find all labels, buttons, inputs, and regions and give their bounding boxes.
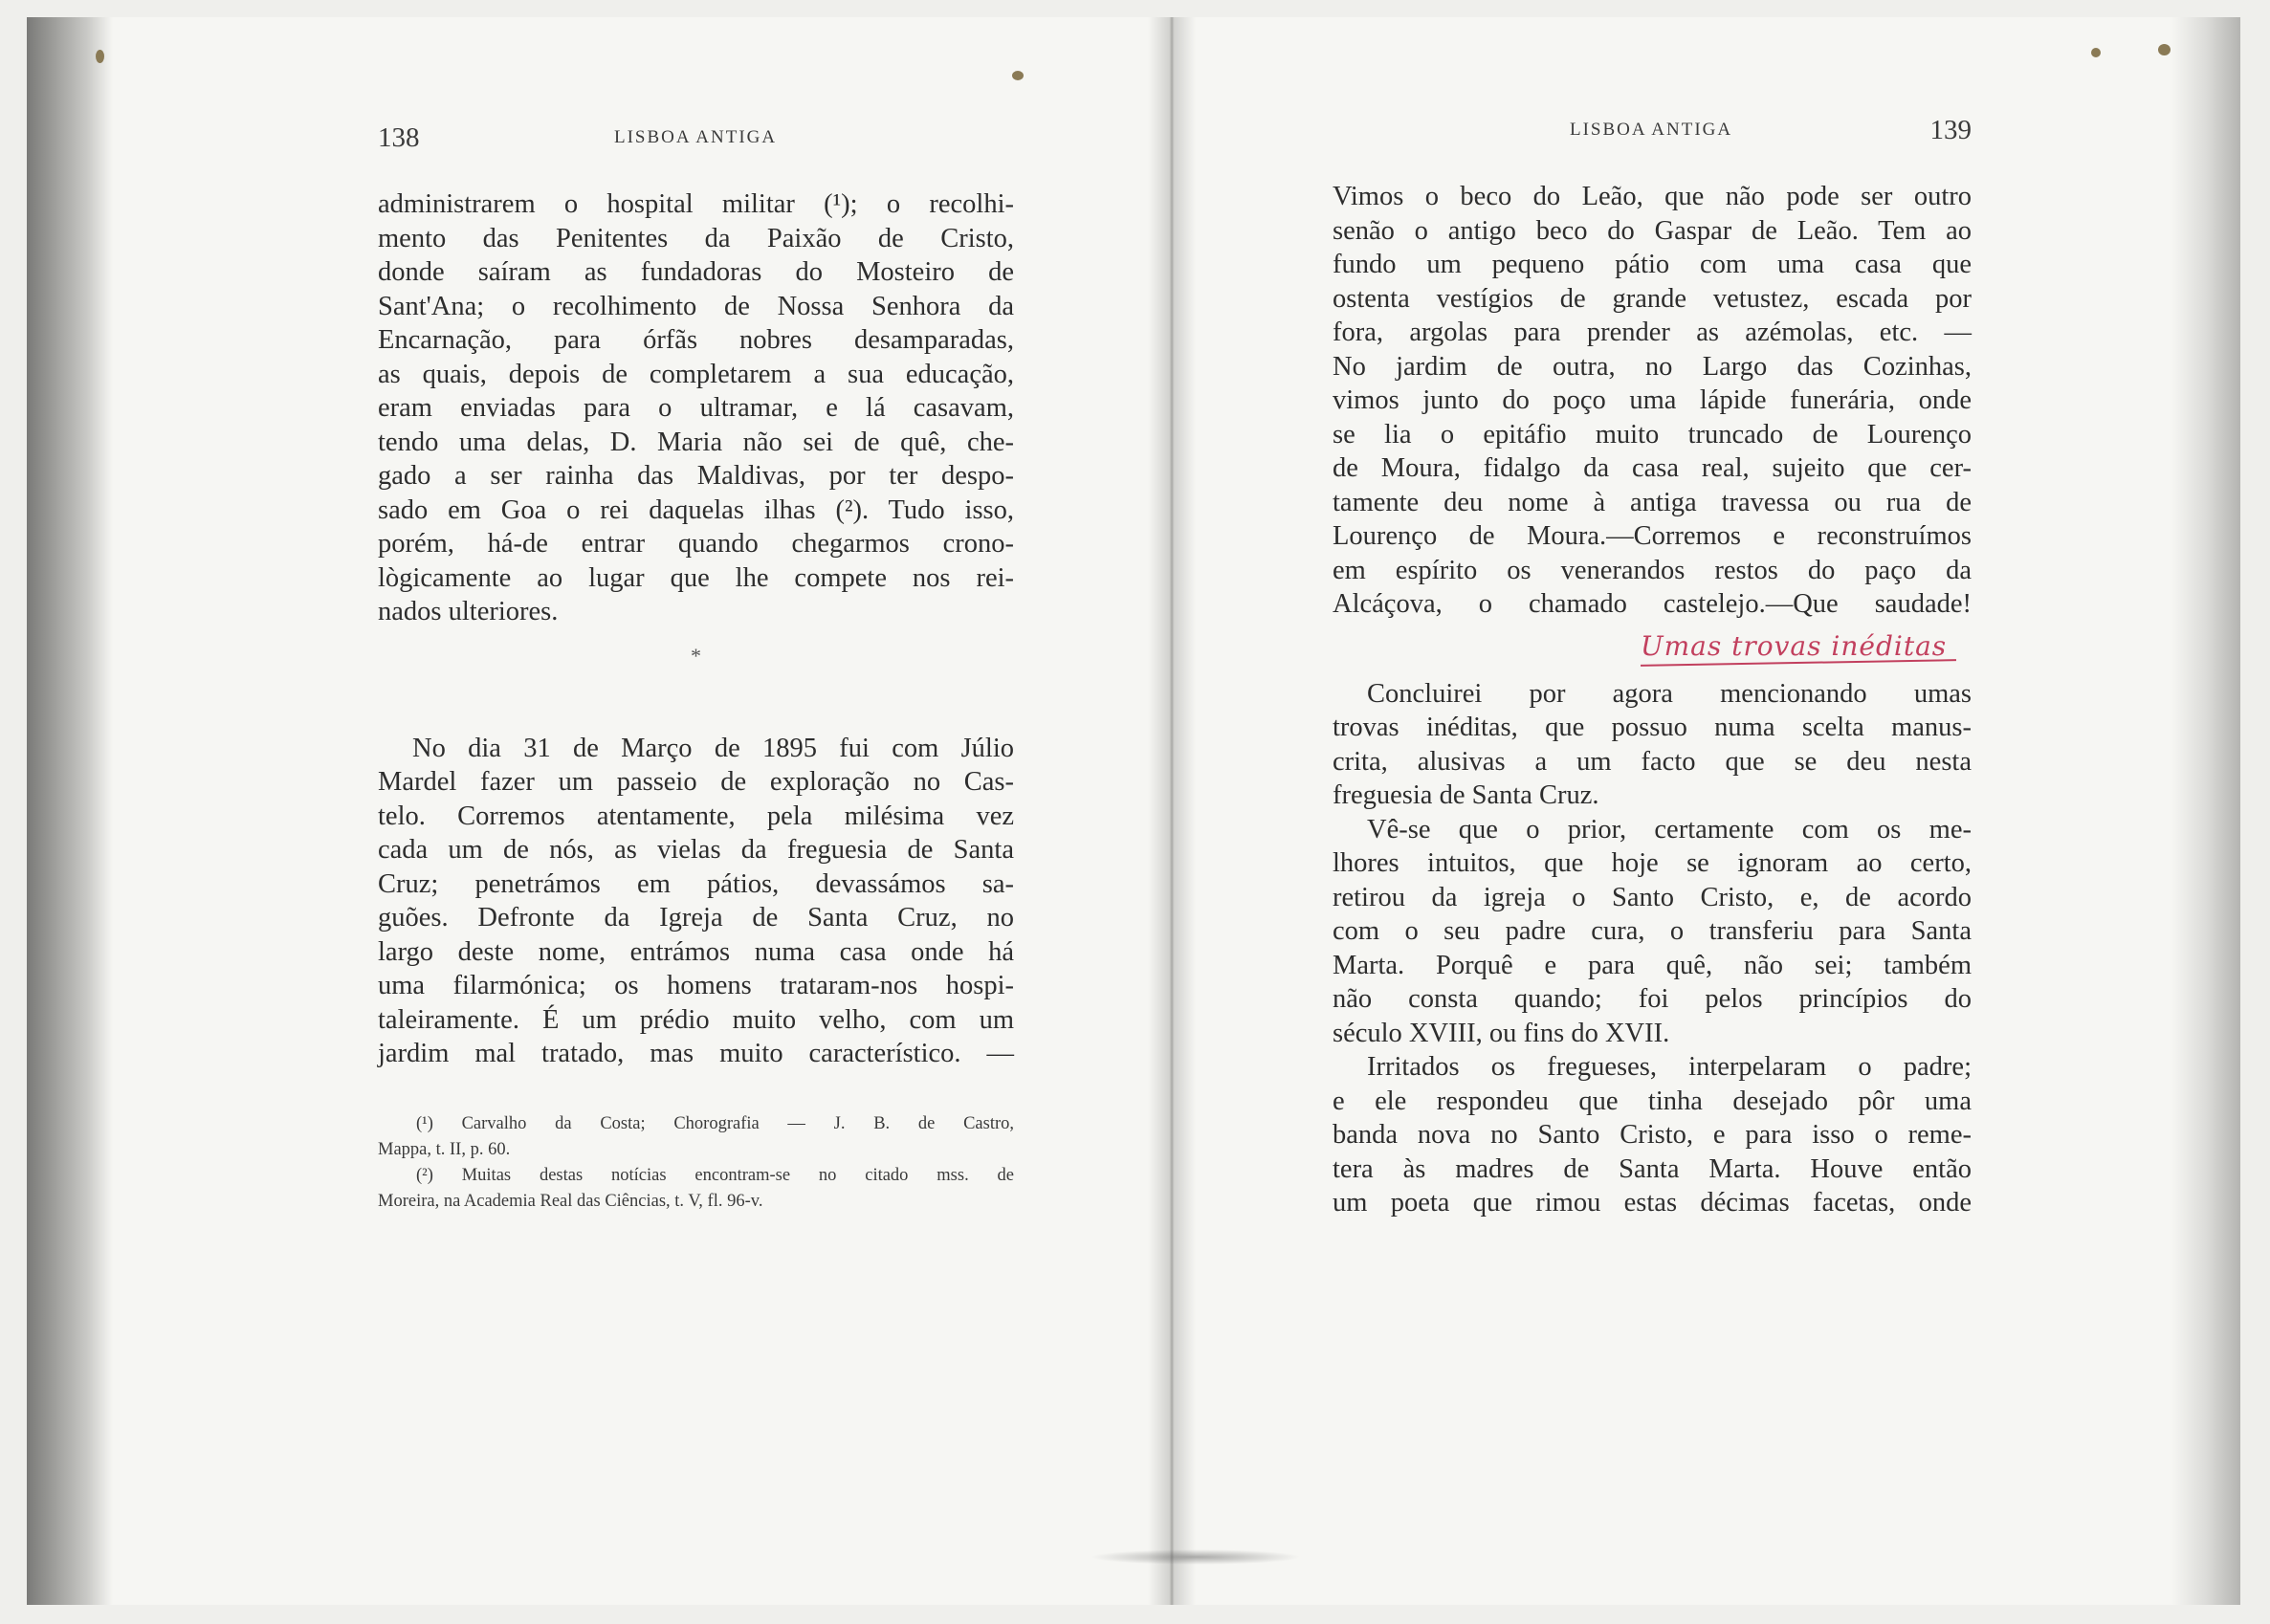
text-line: Irritados os fregueses, interpelaram o padre; <box>1367 1052 1972 1082</box>
paper-stain <box>96 50 104 63</box>
text-line: se lia o epitáfio muito truncado de Lourenço <box>1333 419 1972 450</box>
text-line: em espírito os venerandos restos do paço da <box>1333 555 1972 585</box>
text-line: eram enviadas para o ultramar, e lá casavam, <box>378 393 1014 423</box>
right-page-header <box>1333 115 1972 153</box>
text-line: as quais, depois de completarem a sua educação, <box>378 359 1014 389</box>
left-page-edge-shadow <box>27 17 113 1605</box>
text-line: Vimos o beco do Leão, que não pode ser outro <box>1333 182 1972 211</box>
right-page-body <box>1333 180 1972 1220</box>
text-line: crita, alusivas a um facto que se deu nesta <box>1333 746 1972 777</box>
paragraph <box>378 187 1014 629</box>
left-page <box>378 122 1014 1215</box>
text-line: taleiramente. É um prédio muito velho, com um <box>378 1004 1014 1035</box>
text-line: Sant'Ana; o recolhimento de Nossa Senhora da <box>378 291 1014 321</box>
text-line: Cruz; penetrámos em pátios, devassámos sa- <box>378 868 1014 899</box>
text-line: Marta. Porquê e para quê, não sei; também <box>1333 950 1972 980</box>
paragraph <box>1333 813 1972 1051</box>
right-page <box>1333 115 1972 1220</box>
text-line: Concluirei por agora mencionando umas <box>1367 678 1972 709</box>
left-page-header <box>378 122 1014 161</box>
footnote-line: Moreira, na Academia Real das Ciências, t. V, fl. 96-v. <box>378 1191 763 1211</box>
paragraph <box>378 732 1014 1071</box>
text-line: jardim mal tratado, mas muito característico. — <box>378 1039 1014 1068</box>
text-line: ostenta vestígios de grande vetustez, escada por <box>1333 283 1972 314</box>
book-gutter <box>1148 17 1196 1605</box>
text-line: lògicamente ao lugar que lhe compete nos rei- <box>378 562 1014 593</box>
handwritten-note: Umas trovas inéditas <box>1641 629 1948 662</box>
page-number: 139 <box>1929 115 1972 145</box>
text-line: administrarem o hospital militar (¹); o recolhi- <box>378 189 1014 219</box>
paragraph <box>1333 677 1972 813</box>
text-line: um poeta que rimou estas décimas facetas, onde <box>1333 1188 1972 1218</box>
paper-stain <box>1012 71 1024 80</box>
text-line: largo deste nome, entrámos numa casa onde há <box>378 936 1014 967</box>
gutter-shadow <box>1091 1549 1301 1565</box>
text-line: e ele respondeu que tinha desejado pôr uma <box>1333 1086 1972 1116</box>
footnote-line: Mappa, t. II, p. 60. <box>378 1139 511 1159</box>
paragraph <box>1333 1050 1972 1220</box>
text-line: donde saíram as fundadoras do Mosteiro de <box>378 257 1014 287</box>
paper-stain <box>2158 44 2171 55</box>
text-line: freguesia de Santa Cruz. <box>1333 780 1599 810</box>
text-line: tera às madres de Santa Marta. Houve então <box>1333 1153 1972 1184</box>
text-line: vimos junto do poço uma lápide funerária, onde <box>1333 385 1972 415</box>
footnotes <box>378 1111 1014 1215</box>
text-line: mento das Penitentes da Paixão de Cristo, <box>378 223 1014 253</box>
text-line: No dia 31 de Março de 1895 fui com Júlio <box>412 733 1014 763</box>
text-line: com o seu padre cura, o transferiu para Santa <box>1333 916 1972 946</box>
text-line: fundo um pequeno pátio com uma casa que <box>1333 250 1972 279</box>
text-line: guões. Defronte da Igreja de Santa Cruz, no <box>378 903 1014 933</box>
text-line: não consta quando; foi pelos princípios do <box>1333 984 1972 1014</box>
left-page-body <box>378 187 1014 1215</box>
text-line: telo. Corremos atentamente, pela milésima vez <box>378 801 1014 831</box>
running-title: LISBOA ANTIGA <box>614 127 778 147</box>
text-line: Vê-se que o prior, certamente com os me- <box>1367 814 1972 845</box>
paragraph <box>1333 180 1972 622</box>
text-line: tendo uma delas, D. Maria não sei de quê, che- <box>378 427 1014 457</box>
text-line: retirou da igreja o Santo Cristo, e, de acordo <box>1333 882 1972 912</box>
running-title: LISBOA ANTIGA <box>1570 120 1733 140</box>
handwritten-annotation <box>1333 622 1972 677</box>
footnote-line: (²) Muitas destas notícias encontram-se no citado mss. de <box>416 1165 1014 1185</box>
text-line: gado a ser rainha das Maldivas, por ter despo- <box>378 461 1014 491</box>
text-line: banda nova no Santo Cristo, e para isso o reme- <box>1333 1120 1972 1150</box>
paper-stain <box>2091 48 2101 57</box>
text-line: tamente deu nome à antiga travessa ou rua de <box>1333 487 1972 517</box>
text-line: de Moura, fidalgo da casa real, sujeito que cer- <box>1333 453 1972 483</box>
text-line: No jardim de outra, no Largo das Cozinhas, <box>1333 351 1972 382</box>
text-line: sado em Goa o rei daquelas ilhas (²). Tudo isso, <box>378 494 1014 525</box>
text-line: Encarnação, para órfãs nobres desamparadas, <box>378 325 1014 355</box>
text-line: cada um de nós, as vielas da freguesia de Santa <box>378 835 1014 865</box>
text-line: fora, argolas para prender as azémolas, etc. — <box>1333 318 1972 347</box>
text-line: trovas inéditas, que possuo numa scelta manus- <box>1333 713 1972 742</box>
text-line: nados ulteriores. <box>378 597 559 626</box>
right-page-edge-shadow <box>2171 17 2240 1605</box>
text-line: lhores intuitos, que hoje se ignoram ao certo, <box>1333 848 1972 878</box>
text-line: porém, há-de entrar quando chegarmos crono- <box>378 529 1014 559</box>
text-line: Lourenço de Moura.—Corremos e reconstruímos <box>1333 521 1972 551</box>
text-line: senão o antigo beco do Gaspar de Leão. Tem ao <box>1333 215 1972 246</box>
section-separator: * <box>691 643 701 668</box>
page-number: 138 <box>378 122 420 153</box>
text-line: Mardel fazer um passeio de exploração no Cas- <box>378 767 1014 797</box>
footnote-line: (¹) Carvalho da Costa; Chorografia — J. B. de Castro, <box>416 1113 1014 1133</box>
text-line: Alcáçova, o chamado castelejo.—Que saudade! <box>1333 589 1972 619</box>
text-line: século XVIII, ou fins do XVII. <box>1333 1018 1670 1048</box>
text-line: uma filarmónica; os homens trataram-nos hospi- <box>378 971 1014 1000</box>
